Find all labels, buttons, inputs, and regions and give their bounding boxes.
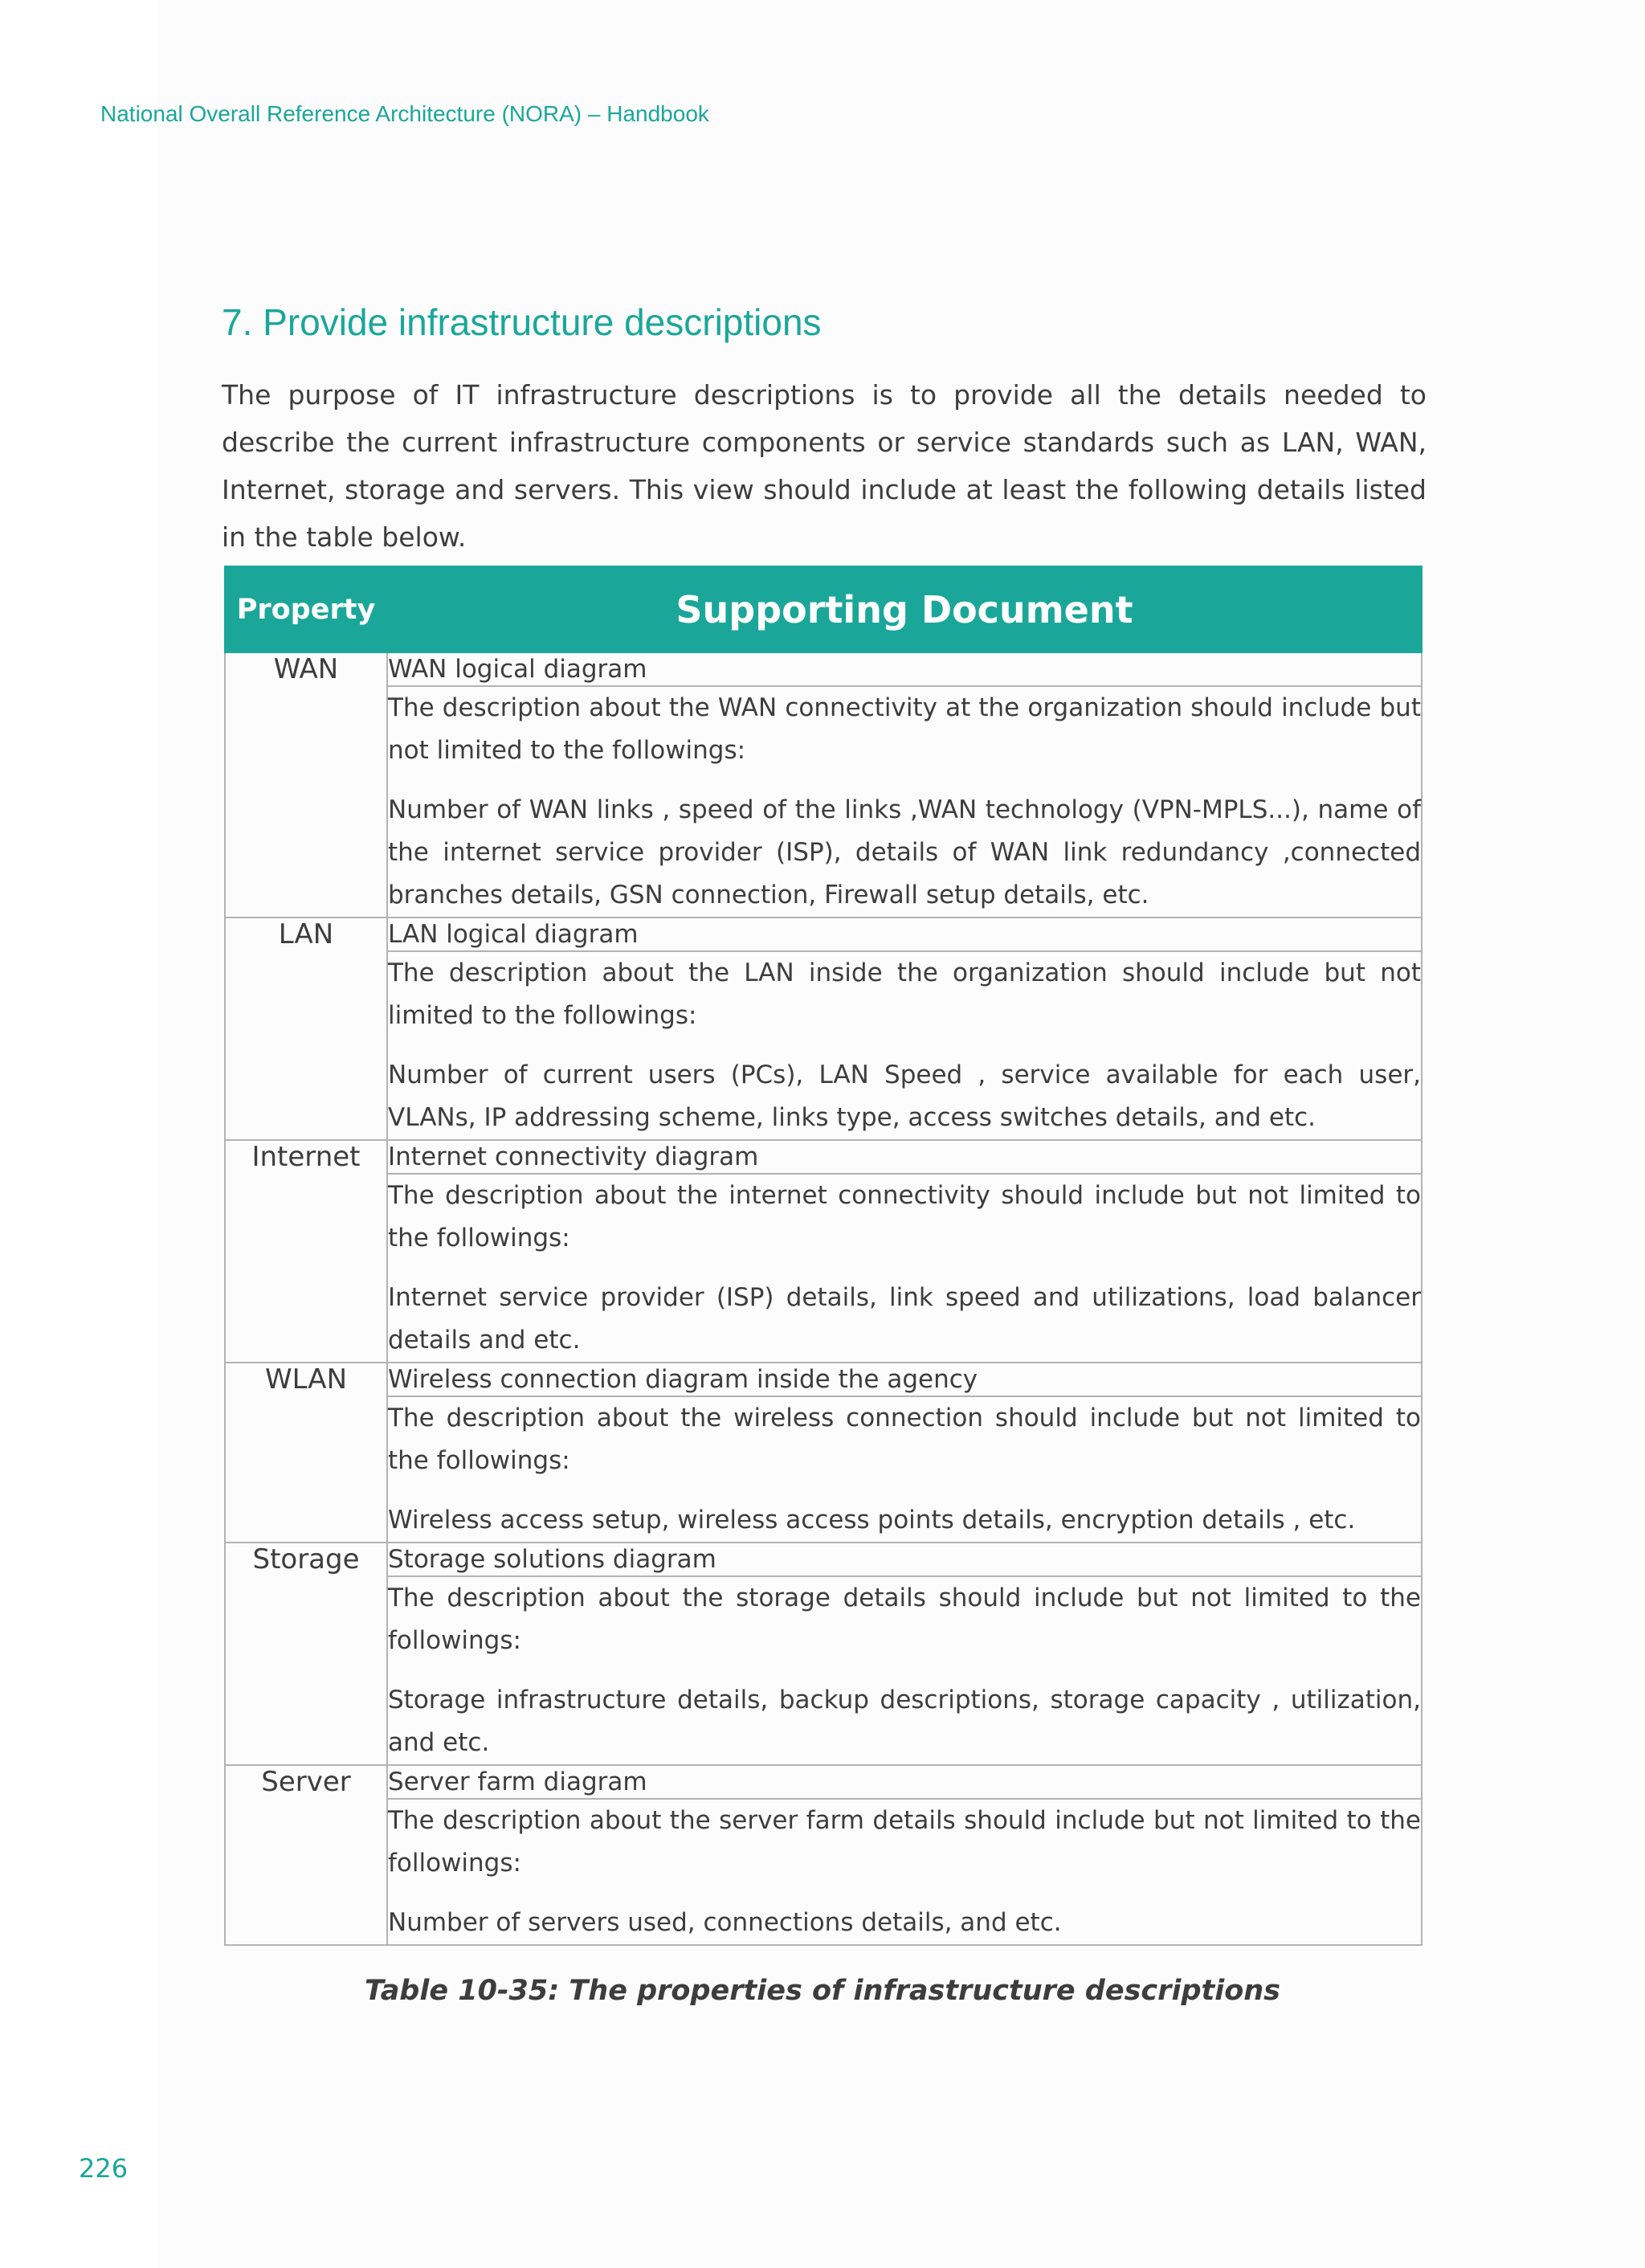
- diagram-cell: LAN logical diagram: [387, 917, 1422, 951]
- description-cell: [387, 1576, 1422, 1765]
- description-text: The description about the server farm details should include but not limited to the followings:: [388, 1806, 1421, 1878]
- table-row: [225, 652, 1422, 686]
- details-text: Wireless access setup, wireless access points details, encryption details , etc.: [388, 1506, 1356, 1534]
- description-cell: [387, 1174, 1422, 1363]
- table-row: [225, 917, 1422, 951]
- table-row: [225, 1576, 1422, 1765]
- diagram-cell: Server farm diagram: [387, 1765, 1422, 1799]
- running-header: National Overall Reference Architecture (NORA) – Handbook: [100, 101, 709, 126]
- property-name: Storage: [225, 1543, 387, 1765]
- property-name: WLAN: [225, 1363, 387, 1543]
- column-header-supporting-document: Supporting Document: [387, 566, 1422, 652]
- table-header-row: [225, 566, 1422, 652]
- details-text: Number of current users (PCs), LAN Speed , service available for each user, VLANs, IP addressing scheme, links type, access switches details, and etc.: [388, 1060, 1421, 1132]
- details-text: Number of WAN links , speed of the links ,WAN technology (VPN-MPLS...), name of the internet service provider (ISP), details of WAN link redundancy ,connected branches details, GSN connection, Firewall setup details, etc.: [388, 795, 1421, 909]
- table-row: [225, 1363, 1422, 1396]
- table-row: [225, 1543, 1422, 1576]
- page-number: 226: [79, 2153, 129, 2184]
- diagram-cell: Wireless connection diagram inside the agency: [387, 1363, 1422, 1396]
- table-row: [225, 1765, 1422, 1799]
- description-cell: [387, 1799, 1422, 1945]
- details-text: Internet service provider (ISP) details, link speed and utilizations, load balancer details and etc.: [388, 1283, 1421, 1355]
- details-text: Storage infrastructure details, backup descriptions, storage capacity , utilization, and etc.: [388, 1686, 1421, 1757]
- table-row: [225, 1140, 1422, 1174]
- table-row: [225, 686, 1422, 917]
- diagram-cell: WAN logical diagram: [387, 652, 1422, 686]
- section-title: 7. Provide infrastructure descriptions: [222, 301, 822, 343]
- description-cell: [387, 1396, 1422, 1543]
- description-cell: [387, 951, 1422, 1140]
- property-name: WAN: [225, 652, 387, 917]
- description-cell: [387, 686, 1422, 917]
- table-row: [225, 1799, 1422, 1945]
- property-name: Server: [225, 1765, 387, 1945]
- table-row: [225, 1396, 1422, 1543]
- description-text: The description about the LAN inside the organization should include but not limited to the followings:: [388, 958, 1421, 1030]
- infrastructure-properties-table: [224, 566, 1423, 1946]
- description-text: The description about the internet connectivity should include but not limited to the followings:: [388, 1181, 1421, 1253]
- intro-paragraph: The purpose of IT infrastructure descriptions is to provide all the details needed to describe the current infrastructure components or service standards such as LAN, WAN, Internet, storage and servers. This view should include at least the following details listed in the table below.: [222, 379, 1427, 553]
- column-header-property: Property: [225, 566, 387, 652]
- table-row: [225, 1174, 1422, 1363]
- table-row: [225, 951, 1422, 1140]
- description-text: The description about the storage details should include but not limited to the followings:: [388, 1584, 1421, 1655]
- details-text: Number of servers used, connections details, and etc.: [388, 1908, 1062, 1937]
- description-text: The description about the wireless connection should include but not limited to the followings:: [388, 1404, 1421, 1475]
- table-caption: Table 10-35: The properties of infrastructure descriptions: [364, 1975, 1281, 2007]
- diagram-cell: Internet connectivity diagram: [387, 1140, 1422, 1174]
- description-text: The description about the WAN connectivity at the organization should include but not limited to the followings:: [388, 693, 1421, 765]
- diagram-cell: Storage solutions diagram: [387, 1543, 1422, 1576]
- property-name: Internet: [225, 1140, 387, 1363]
- property-name: LAN: [225, 917, 387, 1140]
